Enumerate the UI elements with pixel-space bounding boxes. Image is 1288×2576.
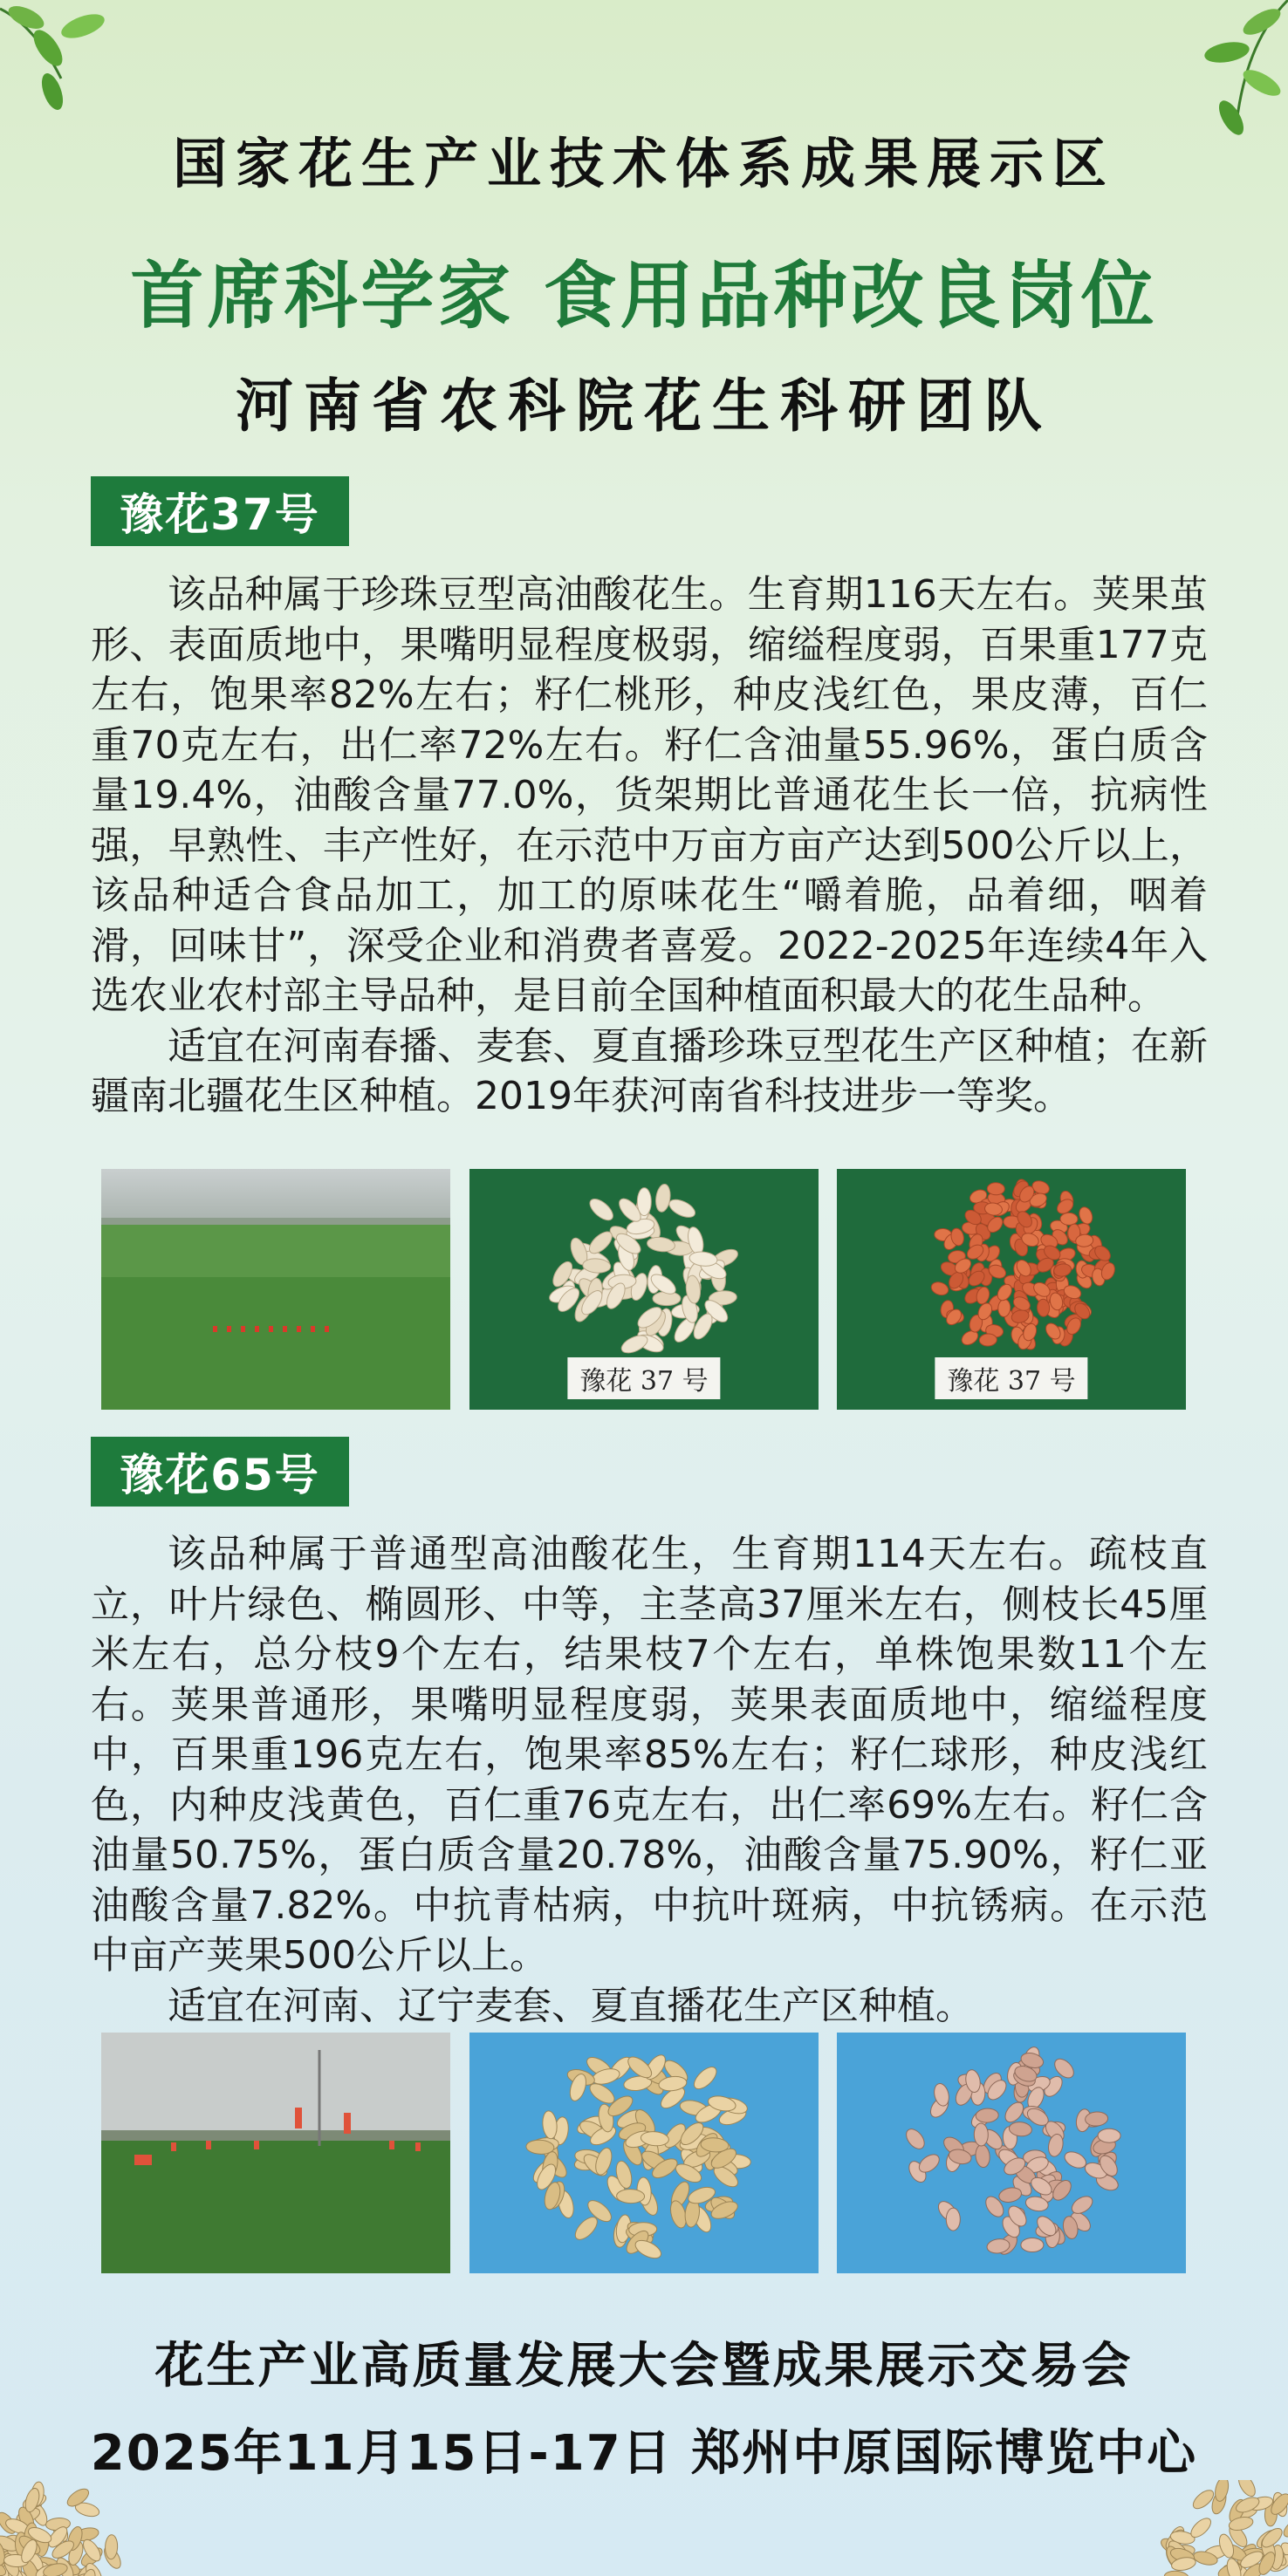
variety2-kernels-photo bbox=[837, 2033, 1186, 2273]
footer-line-1: 花生产业高质量发展大会暨成果展示交易会 bbox=[154, 2338, 1134, 2395]
variety1-pods-caption: 豫花 37 号 bbox=[567, 1357, 720, 1399]
variety1-pods-photo bbox=[469, 1169, 819, 1410]
variety1-name-tag: 豫花37号 bbox=[91, 476, 349, 546]
variety2-description bbox=[91, 1529, 1208, 2031]
variety1-paragraph-2: 适宜在河南春播、麦套、夏直播珍珠豆型花生产区种植；在新疆南北疆花生区种植。2019年获河南省科技进步一等奖。 bbox=[91, 1023, 1208, 1118]
variety1-field-photo bbox=[101, 1169, 450, 1410]
variety1-kernels-photo bbox=[837, 1169, 1186, 1410]
header-line-1: 国家花生产业技术体系成果展示区 bbox=[172, 132, 1115, 195]
peanut-pile-bottom-left-icon bbox=[0, 2480, 140, 2576]
variety2-name-tag: 豫花65号 bbox=[91, 1437, 349, 1507]
variety1-kernels-caption: 豫花 37 号 bbox=[935, 1357, 1087, 1399]
variety2-pods-photo bbox=[469, 2033, 819, 2273]
variety1-paragraph-1: 该品种属于珍珠豆型高油酸花生。生育期116天左右。荚果茧形、表面质地中，果嘴明显程度极弱，缩缢程度弱，百果重177克左右，饱果率82%左右；籽仁桃形，种皮浅红色，果皮薄，百仁重70克左右，出仁率72%左右。籽仁含油量55.96%，蛋白质含量19.4%，油酸含量77.0%，货架期比普通花生长一倍，抗病性强，早熟性、丰产性好，在示范中万亩方亩产达到500公斤以上，该品种适合食品加工，加工的原味花生“嚼着脆，品着细，咽着滑，回味甘”，深受企业和消费者喜爱。2022-2025年连续4年入选农业农村部主导品种，是目前全国种植面积最大的花生品种。 bbox=[91, 572, 1208, 1018]
variety2-paragraph-1: 该品种属于普通型高油酸花生，生育期114天左右。疏枝直立，叶片绿色、椭圆形、中等，主茎高37厘米左右，侧枝长45厘米左右，总分枝9个左右，结果枝7个左右，单株饱果数11个左右。荚果普通形，果嘴明显程度弱，荚果表面质地中，缩缢程度中，百果重196克左右，饱果率85%左右；籽仁球形，种皮浅红色，内种皮浅黄色，百仁重76克左右，出仁率69%左右。籽仁含油量50.75%，蛋白质含量20.78%，油酸含量75.90%，籽仁亚油酸含量7.82%。中抗青枯病，中抗叶斑病，中抗锈病。在示范中亩产荚果500公斤以上。 bbox=[91, 1532, 1208, 1978]
variety2-paragraph-2: 适宜在河南、辽宁麦套、夏直播花生产区种植。 bbox=[168, 1983, 974, 2028]
variety2-field-photo bbox=[101, 2033, 450, 2273]
leaf-decoration-top-left-icon bbox=[0, 0, 131, 113]
variety1-description bbox=[91, 570, 1208, 1122]
footer-line-2: 2025年11月15日-17日 郑州中原国际博览中心 bbox=[90, 2425, 1198, 2482]
peanut-pile-bottom-right-icon bbox=[1140, 2480, 1288, 2576]
header-line-2: 首席科学家 食用品种改良岗位 bbox=[130, 253, 1158, 338]
header-line-3: 河南省农科院花生科研团队 bbox=[236, 372, 1052, 440]
